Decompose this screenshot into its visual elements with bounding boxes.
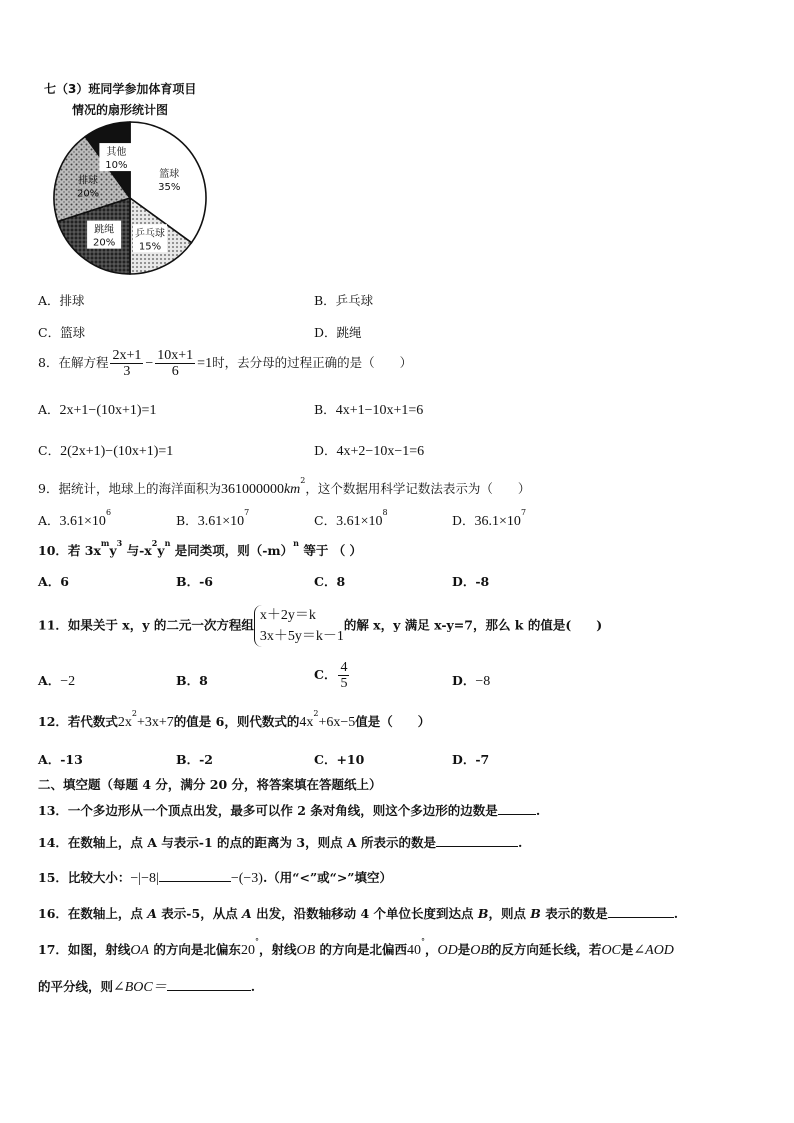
q12-prefix: 12．若代数式 (38, 714, 118, 729)
q15-stem (38, 868, 392, 887)
q9-option-c-base: 3.61×10 (336, 514, 383, 529)
q10-sup-m: m (100, 538, 110, 548)
q17-deg1: 20 (240, 943, 255, 958)
q11-equation-system (254, 605, 344, 647)
q17-end: . (250, 979, 256, 994)
chart-title-line2: 情况的扇形统计图 (72, 103, 169, 117)
q9-option-b-exp: 7 (244, 508, 250, 517)
q10-y2: y (157, 543, 165, 558)
q10-option-a: A．6 (38, 574, 69, 589)
q17-text-c: ，射线 (258, 942, 297, 957)
q10-end: 等于 （ ） (299, 543, 363, 558)
pie-label-pct-1: 15% (138, 241, 162, 253)
q8-suffix: 时，去分母的过程正确的是（ ） (212, 355, 413, 370)
q8-fraction-2 (155, 348, 195, 379)
q17-text-a: 17．如图，射线 (38, 942, 131, 957)
q15-suffix: .（用“<”或“>”填空） (262, 870, 392, 885)
q11-option-c (314, 660, 351, 691)
pie-label-name-4: 其他 (106, 147, 127, 159)
q11-option-a-label: A． (38, 673, 61, 688)
q17-deg2: 40 (406, 943, 421, 958)
q17-text-f: 是 (457, 942, 471, 957)
q13-stem (38, 801, 540, 819)
q10-tail: 是同类项，则（-m） (170, 543, 294, 558)
q9-option-c-exp: 8 (382, 508, 388, 517)
q17-text-h: 是 (620, 942, 634, 957)
q17-ray-ob: OB (296, 943, 316, 958)
q12-expr2-b: +6x−5 (318, 715, 356, 730)
q10-option-c: C．8 (314, 574, 346, 589)
q9-option-d-base: 36.1×10 (474, 514, 521, 529)
q9-option-b-label: B． (176, 513, 198, 528)
q17-text-e: ， (424, 942, 438, 957)
q9-option-a-exp: 6 (105, 508, 112, 517)
q17-answer-blank[interactable] (167, 978, 251, 991)
q16-answer-blank[interactable] (608, 905, 674, 918)
q12-expr2-a: 4x (299, 715, 314, 730)
q8-f1-numerator: 2x+1 (112, 348, 142, 363)
q9-option-c-label: C． (314, 513, 337, 528)
q11-option-c-fraction (338, 660, 349, 691)
q14-text: 14．在数轴上，点 A 与表示-1 的点的距离为 3，则点 A 所表示的数是 (38, 835, 436, 850)
q17-line1 (38, 937, 674, 959)
q8-option-b-expr: 4x+1−10x+1=6 (335, 403, 424, 418)
q7-option-b: B．乒乓球 (314, 293, 374, 308)
q10-option-b: B．-6 (176, 574, 213, 589)
pie-label-pct-3: 20% (76, 188, 100, 200)
q16-text3: 出发，沿数轴移动 4 个单位长度到达点 (251, 906, 478, 921)
q12-option-a: A．-13 (38, 752, 83, 767)
q9-option-a-label: A． (38, 513, 60, 528)
q12-expr1-b: +3x+7 (137, 715, 174, 730)
q16-end: . (673, 906, 679, 921)
q11-option-b: B．8 (176, 673, 208, 688)
q17-text-line2: 的平分线，则 (38, 979, 114, 994)
q8-prefix: 8．在解方程 (38, 355, 109, 370)
q17-ray-od: OD (437, 943, 458, 958)
q13-end: . (535, 803, 541, 818)
q8-option-d-label: D． (314, 443, 337, 458)
q13-text: 13．一个多边形从一个顶点出发，最多可以作 2 条对角线，则这个多边形的边数是 (38, 803, 498, 818)
q11-equation-1: x＋2y＝k (259, 608, 316, 623)
q16-text2: 表示-5，从点 (156, 906, 243, 921)
q8-eq: =1 (197, 356, 213, 371)
q11-prefix: 11．如果关于 x，y 的二元一次方程组 (38, 617, 254, 633)
pie-label-name-3: 排球 (78, 175, 99, 187)
q12-expr1-sup: 2 (131, 709, 137, 718)
q9-option-d-exp: 7 (520, 508, 527, 517)
q9-unit: km (283, 482, 301, 497)
q15-prefix: 15．比较大小： (38, 870, 131, 885)
q16-point-b: B (477, 906, 489, 921)
q9-option-b (176, 508, 250, 530)
q10-sup-n: n (164, 538, 171, 548)
q15-expr-left: −|−8| (130, 871, 159, 886)
q8-f1-denominator: 3 (123, 364, 131, 379)
q17-angle-aod: ∠AOD (633, 943, 674, 958)
q17-text-g: 的反方向延长线，若 (488, 942, 602, 957)
q17-ray-oc: OC (601, 943, 621, 958)
q16-text1: 16．在数轴上，点 (38, 906, 148, 921)
q15-expr-right: −(−3) (230, 871, 263, 886)
pie-chart (40, 118, 220, 288)
q9-option-a (38, 508, 112, 530)
q8-f2-numerator: 10x+1 (157, 348, 194, 363)
q17-ray-oa: OA (130, 943, 150, 958)
q8-option-a-expr: 2x+1−(10x+1)=1 (59, 403, 157, 418)
pie-label-pct-2: 20% (92, 237, 116, 249)
q10-y: y (109, 543, 117, 558)
q14-end: . (518, 835, 523, 850)
q16-text5: 表示的数是 (540, 906, 608, 921)
q17-deg-mark1: ° (254, 937, 259, 946)
q10-sup-2: 2 (151, 538, 158, 548)
q9-option-d (452, 508, 527, 530)
q11-option-c-num: 4 (340, 660, 348, 675)
q9-option-a-base: 3.61×10 (59, 514, 106, 529)
pie-label-pct-4: 10% (105, 160, 128, 172)
q7-option-c: C．篮球 (38, 325, 86, 340)
q12-mid: 的值是 6，则代数式的 (173, 714, 300, 729)
q12-expr1-a: 2x (117, 715, 132, 730)
q10-sup-3: 3 (116, 538, 123, 548)
q8-option-d (314, 441, 424, 460)
q10-option-d: D．-8 (452, 574, 490, 589)
q13-answer-blank[interactable] (498, 802, 536, 815)
q10-stem (38, 538, 363, 559)
q17-deg-mark2: ° (420, 937, 425, 946)
q11-option-a-value: −2 (60, 674, 76, 689)
q9-prefix: 9．据统计，地球上的海洋面积为 (38, 481, 221, 496)
pie-label-name-1: 乒乓球 (135, 228, 166, 240)
q8-option-a-label: A． (38, 402, 60, 417)
q12-expr2-sup: 2 (313, 709, 319, 718)
q9-option-b-base: 3.61×10 (197, 514, 245, 529)
q8-option-c-label: C． (38, 443, 61, 458)
q11-option-d (452, 671, 490, 690)
q7-option-a: A．排球 (38, 293, 85, 308)
q9-option-c (314, 508, 388, 530)
q17-text-b: 的方向是北偏东 (149, 942, 241, 957)
q8-option-c (38, 441, 173, 460)
q9-number: 361000000 (220, 482, 284, 497)
q8-fraction-1 (110, 348, 143, 379)
q17-line2 (38, 976, 255, 996)
q10-stem-start: 10．若 3x (38, 543, 101, 558)
q11-option-c-den: 5 (340, 676, 348, 691)
q9-unit-exponent: 2 (300, 476, 306, 485)
q11-option-c-label: C． (314, 667, 337, 682)
q12-option-b: B．-2 (176, 752, 213, 767)
q9-option-d-label: D． (452, 513, 475, 528)
q14-stem (38, 833, 522, 851)
q11-option-a (38, 671, 75, 690)
pie-label-name-0: 篮球 (159, 168, 180, 180)
q11-stem (38, 605, 602, 647)
q16-text4: ，则点 (488, 906, 531, 921)
q17-ray-ob2: OB (470, 943, 489, 958)
q7-option-d: D．跳绳 (314, 325, 362, 340)
q8-option-b (314, 400, 423, 419)
q15-answer-blank[interactable] (159, 869, 231, 882)
q8-option-a (38, 400, 156, 419)
q9-suffix: ，这个数据用科学记数法表示为（ ） (305, 481, 531, 496)
q8-minus: − (145, 356, 154, 371)
q8-stem (38, 348, 412, 379)
q12-suffix: 值是（ ） (355, 714, 431, 729)
q8-option-b-label: B． (314, 402, 336, 417)
q16-point-b2: B (530, 906, 541, 921)
q12-option-d: D．-7 (452, 752, 490, 767)
q17-text-d: 的方向是北偏西 (315, 942, 407, 957)
q11-option-d-label: D． (452, 673, 476, 688)
q10-term2: 与-x (122, 543, 152, 558)
q16-point-a2: A (242, 906, 252, 921)
q16-point-a: A (147, 906, 157, 921)
q8-option-d-expr: 4x+2−10x−1=6 (336, 444, 425, 459)
q16-stem (38, 904, 678, 922)
q12-option-c: C．+10 (314, 752, 365, 767)
q12-stem (38, 709, 431, 731)
pie-label-name-2: 跳绳 (94, 224, 115, 236)
q9-stem (38, 476, 531, 498)
q17-angle-boc: ∠BOC＝ (113, 980, 167, 995)
q14-answer-blank[interactable] (436, 834, 518, 847)
q11-suffix: 的解 x，y 满足 x-y=7，那么 k 的值是( ) (343, 617, 603, 633)
q11-option-d-value: −8 (475, 674, 491, 689)
q8-option-c-expr: 2(2x+1)−(10x+1)=1 (60, 444, 174, 459)
q8-f2-denominator: 6 (171, 364, 179, 379)
q11-equation-2: 3x＋5y＝k－1 (259, 629, 344, 644)
pie-label-pct-0: 35% (158, 181, 181, 193)
q10-sup-n2: n (293, 538, 299, 548)
chart-title-line1: 七（3）班同学参加体育项目 (44, 82, 197, 96)
section2-title: 二、填空题（每题 4 分，满分 20 分，将答案填在答题纸上） (38, 777, 382, 792)
